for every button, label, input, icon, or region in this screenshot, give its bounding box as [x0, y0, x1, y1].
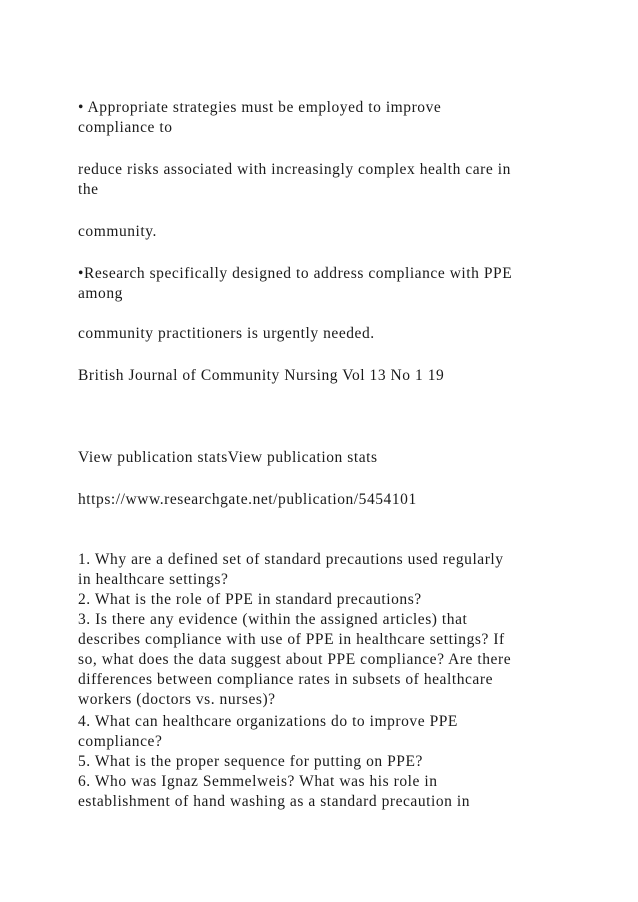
question-line: establishment of hand washing as a standard precaution in	[78, 793, 471, 810]
text-line: community.	[78, 223, 157, 240]
text-line: community practitioners is urgently needed.	[78, 325, 375, 342]
question-line: 6. Who was Ignaz Semmelweis? What was his role in	[78, 773, 438, 790]
question-line: compliance?	[78, 733, 163, 750]
question-line: in healthcare settings?	[78, 571, 229, 588]
question-line: 3. Is there any evidence (within the assigned articles) that	[78, 611, 468, 628]
text-line: compliance to	[78, 119, 173, 136]
url-line: https://www.researchgate.net/publication/5454101	[78, 491, 417, 508]
question-line: describes compliance with use of PPE in healthcare settings? If	[78, 631, 505, 648]
text-line: the	[78, 181, 99, 198]
text-line: among	[78, 285, 123, 302]
question-line: differences between compliance rates in subsets of healthcare	[78, 671, 493, 688]
text-line: • Appropriate strategies must be employed to improve	[78, 99, 442, 116]
question-line: so, what does the data suggest about PPE compliance? Are there	[78, 651, 512, 668]
publication-stats-line: View publication statsView publication stats	[78, 449, 378, 466]
citation-line: British Journal of Community Nursing Vol 13 No 1 19	[78, 367, 445, 384]
text-line: •Research specifically designed to address compliance with PPE	[78, 265, 513, 282]
question-line: 5. What is the proper sequence for putting on PPE?	[78, 753, 423, 770]
question-line: 2. What is the role of PPE in standard precautions?	[78, 591, 422, 608]
text-line: reduce risks associated with increasingly complex health care in	[78, 161, 511, 178]
question-line: 4. What can healthcare organizations do to improve PPE	[78, 713, 458, 730]
question-line: workers (doctors vs. nurses)?	[78, 691, 276, 708]
question-line: 1. Why are a defined set of standard precautions used regularly	[78, 551, 504, 568]
